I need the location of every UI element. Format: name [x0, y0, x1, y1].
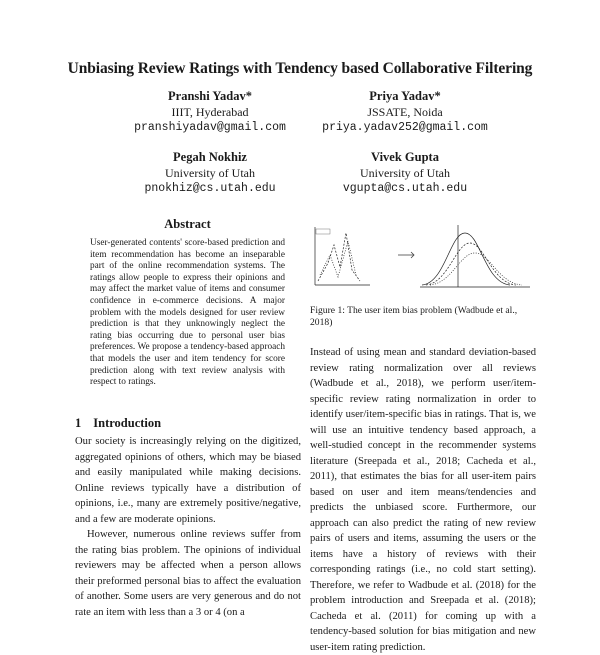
author-email: priya.yadav252@gmail.com — [322, 121, 488, 134]
author-email: vgupta@cs.utah.edu — [342, 182, 468, 195]
section-title: Introduction — [93, 416, 162, 430]
section-number: 1 — [75, 416, 82, 430]
figure-left-panel — [315, 227, 370, 285]
author-email: pranshiyadav@gmail.com — [134, 121, 286, 134]
abstract-heading: Abstract — [164, 217, 211, 231]
author-affiliation: JSSATE, Noida — [367, 105, 443, 119]
figure-right-panel — [420, 225, 530, 287]
author-block-4 — [280, 149, 530, 197]
intro-column — [75, 434, 301, 620]
author-affiliation: University of Utah — [165, 166, 255, 180]
section-heading — [75, 416, 173, 431]
author-name: Vivek Gupta — [371, 150, 439, 164]
figure-arrow — [398, 252, 414, 258]
author-name: Pegah Nokhiz — [173, 150, 247, 164]
intro-paragraph-1: Our society is increasingly relying on the digitized, aggregated opinions of others, which may be biased and easily manipulated while making decisions. Online reviews typically have a distribution of opinions, i.e., many are extremely positive/negative, and a few are moderate opinions. — [75, 436, 301, 525]
intro-paragraph-2: However, numerous online reviews suffer from the rating bias problem. The opinions of individual reviewers may be affected when a person allows their preformed personal bias to affect the evaluation of another. Some users are very generous and do not rate an item with less than a 3 or 4 (on a — [75, 529, 301, 618]
author-affiliation: University of Utah — [360, 166, 450, 180]
author-email: pnokhiz@cs.utah.edu — [144, 182, 276, 195]
author-name: Priya Yadav* — [369, 89, 441, 103]
author-affiliation: IIIT, Hyderabad — [171, 105, 249, 119]
figure-bias-plot — [310, 215, 536, 305]
figure-caption: Figure 1: The user item bias problem (Wadbude et al., 2018) — [310, 305, 518, 328]
author-name: Pranshi Yadav* — [168, 89, 252, 103]
abstract-text: User-generated contents' score-based prediction and item recommendation has become an inseparable part of the online recommendation systems. The ratings allow people to express their opinions and may affect the market value of items and consumer confidence in e-commerce decisions. A major problem with the models designed for user review prediction is that they unknowingly neglect the rating bias occurring due to personal user bias preferences. We propose a tendency-based approach that models the user and item tendency for score prediction along with text review analysis with respect to ratings. — [90, 238, 285, 388]
right-column-text: Instead of using mean and standard deviation-based review rating normalization over all reviews (Wadbude et al., 2018), we perform user/item-specific review rating normalization in order to identify user/item-specific bias in ratings. That is, we will use an intuitive tendency based approach, a well-studied concept in the recommender systems literature (Sreepada et al., 2018; Cacheda et al., 2011), that estimates the bias for all user-item pairs based on user and item means/tendencies and predicts the unbiased score. Furthermore, our approach can also predict the rating of new review pairs of users and items, assuming the users or the items have a history of reviews with their corresponding ratings (i.e., no cold start setting). Therefore, we refer to Wadbude et al. (2018) for the problem introduction and Sreepada et al. (2018); Cacheda et al. (2011) for coming up with a tendency-based solution for bias mitigation and new user-item rating prediction. — [310, 347, 536, 653]
paper-title: Unbiasing Review Ratings with Tendency based Collaborative Filtering — [67, 60, 533, 77]
author-block-2 — [280, 88, 530, 136]
